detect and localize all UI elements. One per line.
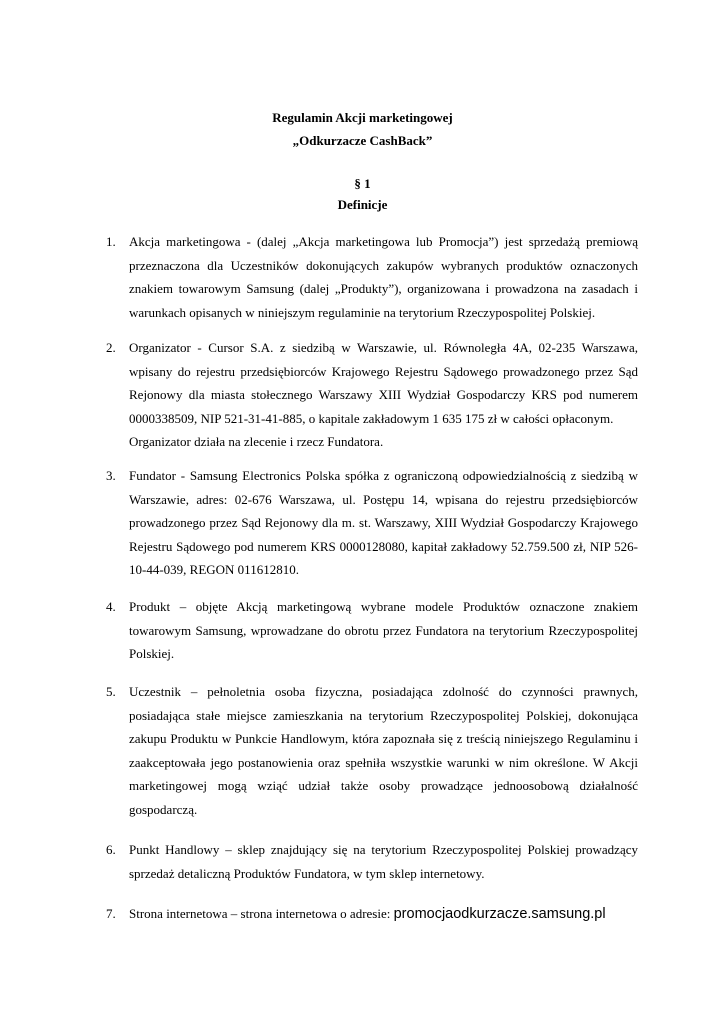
definition-item-1 bbox=[106, 230, 638, 324]
definition-item-4 bbox=[106, 595, 638, 666]
definition-item-7 bbox=[106, 902, 638, 927]
definition-number: 6. bbox=[106, 842, 116, 857]
definition-number: 3. bbox=[106, 468, 116, 483]
definition-number: 5. bbox=[106, 684, 116, 699]
definition-text: Fundator - Samsung Electronics Polska spółka z ograniczoną odpowiedzialnością z siedzibą w Warszawie, adres: 02-676 Warszawa, ul. Postępu 14, wpisana do rejestru przedsiębiorców prowadzonego przez Sąd Rejonowy dla m. st. Warszawy, XIII Wydział Gospodarczy Krajowego Rejestru Sądowego pod numerem KRS 0000128080, kapitał zakładowy 52.759.500 zł, NIP 526-10-44-039, REGON 011612810. bbox=[129, 468, 638, 577]
definition-text: Produkt – objęte Akcją marketingową wybrane modele Produktów oznaczone znakiem towarowym Samsung, wprowadzane do obrotu przez Fundatora na terytorium Rzeczypospolitej Polskiej. bbox=[129, 599, 638, 661]
definition-text: Organizator - Cursor S.A. z siedzibą w Warszawie, ul. Równoległa 4A, 02-235 Warszawa, wpisany do rejestru przedsiębiorców Krajowego Rejestru Sądowego prowadzonego przez Sąd Rejonowy dla miasta stołecznego Warszawy XIII Wydział Gospodarczy KRS pod numerem 0000338509, NIP 521-31-41-885, o kapitale zakładowym 1 635 175 zł w całości opłaconym. bbox=[129, 340, 638, 426]
promotion-name: „Odkurzacze CashBack” bbox=[292, 133, 433, 148]
definition-text: Punkt Handlowy – sklep znajdujący się na terytorium Rzeczypospolitej Polskiej prowadzący sprzedaż detaliczną Produktów Fundatora, w tym sklep internetowy. bbox=[129, 842, 638, 881]
definition-text: Uczestnik – pełnoletnia osoba fizyczna, posiadająca zdolność do czynności prawnych, posiadająca stałe miejsce zamieszkania na terytorium Rzeczypospolitej Polskiej, dokonująca zakupu Produktu w Punkcie Handlowym, która zapoznała się z treścią niniejszego Regulaminu i zaakceptowała jego postanowienia oraz spełniła wszystkie warunki w nim określone. W Akcji marketingowej mogą wziąć udział także osoby prowadzące jednoosobową działalność gospodarczą. bbox=[129, 684, 638, 817]
section-number: § 1 bbox=[354, 176, 371, 191]
section-title: Definicje bbox=[337, 197, 388, 212]
definition-text: Akcja marketingowa - (dalej „Akcja marketingowa lub Promocja”) jest sprzedażą premiową przeznaczona dla Uczestników dokonujących zakupów wybranych produktów oznaczonych znakiem towarowym Samsung (dalej „Produkty”), organizowana i prowadzona na zasadach i warunkach opisanych w niniejszym regulaminie na terytorium Rzeczypospolitej Polskiej. bbox=[129, 234, 638, 320]
document-title: Regulamin Akcji marketingowej bbox=[272, 110, 453, 125]
definition-item-6 bbox=[106, 838, 638, 885]
definition-number: 7. bbox=[106, 906, 116, 921]
definition-text bbox=[129, 902, 638, 927]
definition-number: 2. bbox=[106, 340, 116, 355]
definition-text-prefix: Strona internetowa – strona internetowa o adresie: bbox=[129, 906, 394, 921]
definition-text-extra: Organizator działa na zlecenie i rzecz Fundatora. bbox=[129, 434, 384, 449]
website-url: promocjaodkurzacze.samsung.pl bbox=[393, 906, 606, 922]
definition-item-3 bbox=[106, 464, 638, 582]
definition-number: 1. bbox=[106, 234, 116, 249]
definition-item-2 bbox=[106, 336, 638, 454]
definition-item-5 bbox=[106, 680, 638, 821]
definition-number: 4. bbox=[106, 599, 116, 614]
